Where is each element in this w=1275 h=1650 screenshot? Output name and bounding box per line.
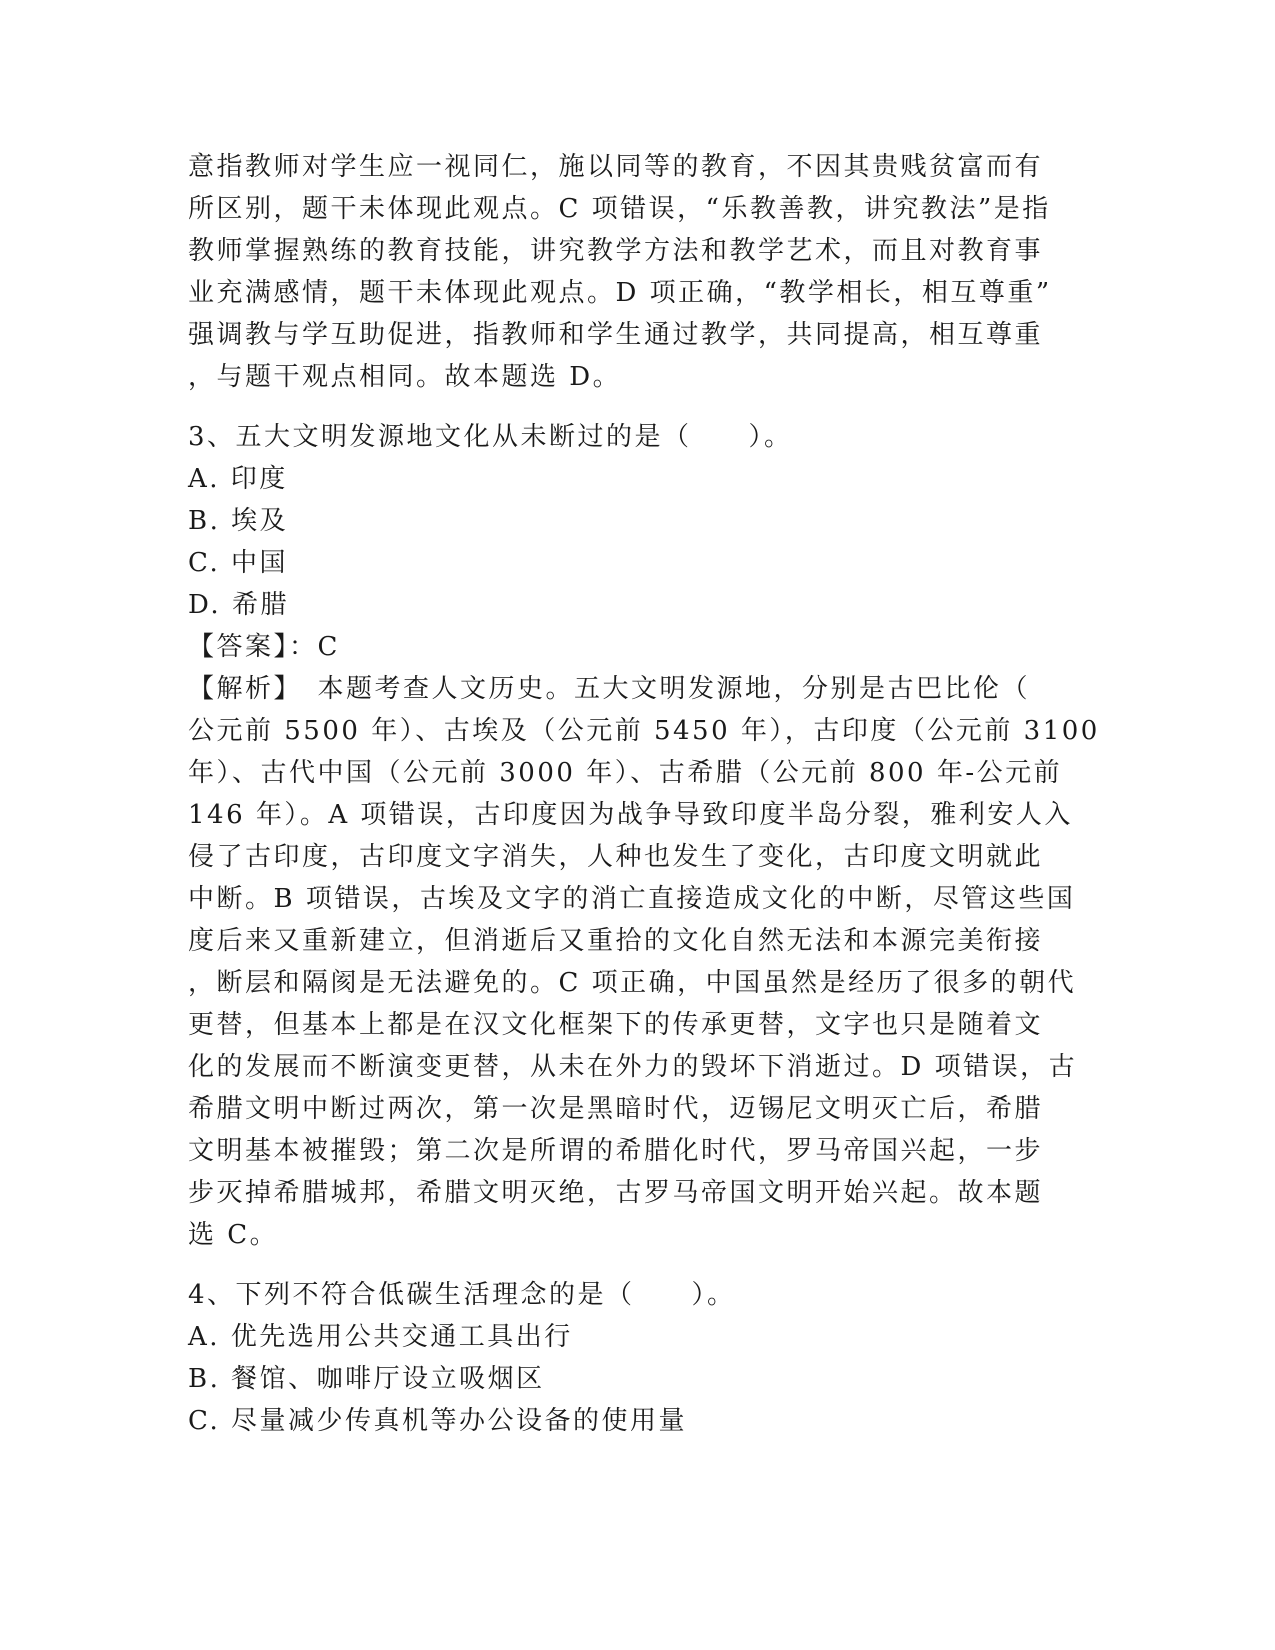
explanation-line: 度后来又重新建立，但消逝后又重拾的文化自然无法和本源完美衔接: [188, 926, 1044, 956]
explanation-line: 化的发展而不断演变更替，从未在外力的毁坏下消逝过。D 项错误，古: [188, 1052, 1078, 1082]
explanation-line: 教师掌握熟练的教育技能，讲究教学方法和教学艺术，而且对教育事: [188, 236, 1044, 266]
explanation-line: 所区别，题干未体现此观点。C 项错误，“乐教善教，讲究教法”是指: [188, 194, 1051, 224]
explanation-line: 侵了古印度，古印度文字消失，人种也发生了变化，古印度文明就此: [188, 842, 1044, 872]
page-content: [188, 146, 1100, 1442]
explanation-line: 年）、古代中国（公元前 3000 年）、古希腊（公元前 800 年-公元前: [188, 758, 1063, 788]
explanation-line: 146 年）。A 项错误，古印度因为战争导致印度半岛分裂，雅利安人入: [188, 800, 1073, 830]
explanation-line: 更替，但基本上都是在汉文化框架下的传承更替，文字也只是随着文: [188, 1010, 1044, 1040]
option-d: D. 希腊: [188, 590, 289, 620]
question-stem: 4、下列不符合低碳生活理念的是（ ）。: [188, 1280, 736, 1310]
option-a: A. 印度: [188, 464, 288, 494]
option-b: B. 埃及: [188, 506, 289, 536]
explanation-line: 公元前 5500 年）、古埃及（公元前 5450 年），古印度（公元前 3100: [188, 716, 1100, 746]
option-a: A. 优先选用公共交通工具出行: [188, 1322, 573, 1352]
explanation-line: 【解析】 本题考查人文历史。五大文明发源地，分别是古巴比伦（: [188, 674, 1031, 704]
explanation-line: 步灭掉希腊城邦，希腊文明灭绝，古罗马帝国文明开始兴起。故本题: [188, 1178, 1044, 1208]
explanation-line: 文明基本被摧毁；第二次是所谓的希腊化时代，罗马帝国兴起，一步: [188, 1136, 1044, 1166]
option-b: B. 餐馆、咖啡厅设立吸烟区: [188, 1364, 545, 1394]
explanation-line: 业充满感情，题干未体现此观点。D 项正确，“教学相长，相互尊重”: [188, 278, 1052, 308]
answer-line: 【答案】：C: [188, 632, 340, 662]
spacer: [188, 1256, 1080, 1274]
explanation-line: 中断。B 项错误，古埃及文字的消亡直接造成文化的中断，尽管这些国: [188, 884, 1076, 914]
question-stem: 3、五大文明发源地文化从未断过的是（ ）。: [188, 422, 793, 452]
option-c: C. 中国: [188, 548, 288, 578]
question-4: [188, 1274, 1080, 1442]
explanation-line: 希腊文明中断过两次，第一次是黑暗时代，迈锡尼文明灭亡后，希腊: [188, 1094, 1044, 1124]
explanation-line: ，与题干观点相同。故本题选 D。: [188, 362, 622, 392]
spacer: [188, 398, 1080, 416]
explanation: [188, 668, 1100, 1256]
option-c: C. 尽量减少传真机等办公设备的使用量: [188, 1406, 687, 1436]
question-3: [188, 416, 1100, 1256]
explanation-line: 选 C。: [188, 1220, 279, 1250]
explanation-line: ，断层和隔阂是无法避免的。C 项正确，中国虽然是经历了很多的朝代: [188, 968, 1077, 998]
explanation-line: 意指教师对学生应一视同仁，施以同等的教育，不因其贵贱贫富而有: [188, 152, 1044, 182]
explanation-line: 强调教与学互助促进，指教师和学生通过教学，共同提高，相互尊重: [188, 320, 1044, 350]
previous-explanation-tail: [188, 146, 1080, 398]
